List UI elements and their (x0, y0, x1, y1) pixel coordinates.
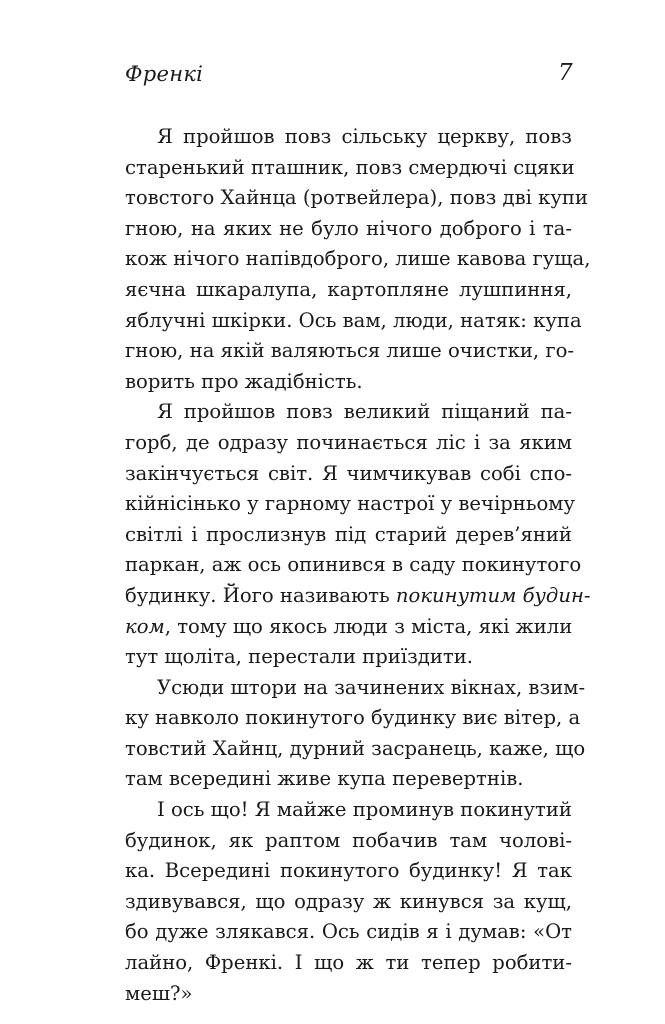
text-line-mixed (125, 612, 572, 643)
text-line-mixed (125, 581, 591, 612)
text-line: яєчна шкаралупа, картопляне лушпиння, (125, 277, 572, 301)
text-line: ка. Всередині покинутого будинку! Я так (125, 859, 572, 883)
paragraph-4 (125, 795, 572, 1009)
running-title: Френкі (125, 62, 204, 86)
text-line: закінчується світ. Я чимчикував собі спо- (125, 461, 572, 485)
italic-term-end: ком (125, 614, 165, 638)
text-line: лайно, Френкі. І що ж ти тепер робити- (125, 951, 572, 975)
text-line: паркан, аж ось опинився в саду покинутого (125, 553, 582, 577)
text-line: ворить про жадібність. (125, 369, 363, 393)
text-line: бо дуже злякався. Ось сидів я і думав: «От (125, 920, 572, 944)
text-line: І ось що! Я майже проминув покинутий (157, 798, 572, 822)
text-line: будинок, як раптом побачив там чолові- (125, 828, 572, 852)
paragraph-2 (125, 397, 591, 672)
paragraph-1 (125, 122, 591, 397)
text-line: горб, де одразу починається ліс і за яким (125, 430, 572, 454)
text-line: гною, на яких не було нічого доброго і та- (125, 216, 572, 240)
text-line: меш?» (125, 981, 193, 1005)
text-line: старенький пташник, повз смердючі сцяки (125, 155, 575, 179)
text-line: Я пройшов повз великий піщаний па- (157, 400, 572, 424)
body-text (125, 122, 591, 1009)
page-number: 7 (558, 60, 573, 86)
text-line: ку навколо покинутого будинку виє вітер, а (125, 706, 581, 730)
text-segment: будинку. Його називають (125, 583, 396, 607)
text-line: кож нічого напівдоброго, лише кавова гуща, (125, 247, 591, 271)
text-line: здивувався, що одразу ж кинувся за кущ, (125, 889, 572, 913)
text-line: світлі і прослизнув під старий дерев’яний (125, 522, 572, 546)
text-line: Усюди штори на зачинених вікнах, взим- (157, 675, 586, 699)
text-line: товстий Хайнц, дурний засранець, каже, що (125, 736, 586, 760)
italic-term: покинутим будин- (395, 583, 591, 607)
paragraph-3 (125, 673, 586, 795)
text-segment: , тому що якось люди з міста, які жили (164, 614, 573, 638)
text-line: тут щоліта, перестали приїздити. (125, 645, 474, 669)
text-line: гною, на якій валяються лише очистки, го- (125, 339, 575, 363)
text-line: Я пройшов повз сільську церкву, повз (157, 125, 572, 148)
text-line: товстого Хайнца (ротвейлера), повз дві купи (125, 186, 588, 210)
text-line: яблучні шкірки. Ось вам, люди, натяк: купа (125, 308, 582, 332)
text-line: там всередині живе купа перевертнів. (125, 767, 524, 791)
text-line: кійнісінько у гарному настрої у вечірньому (125, 492, 576, 516)
